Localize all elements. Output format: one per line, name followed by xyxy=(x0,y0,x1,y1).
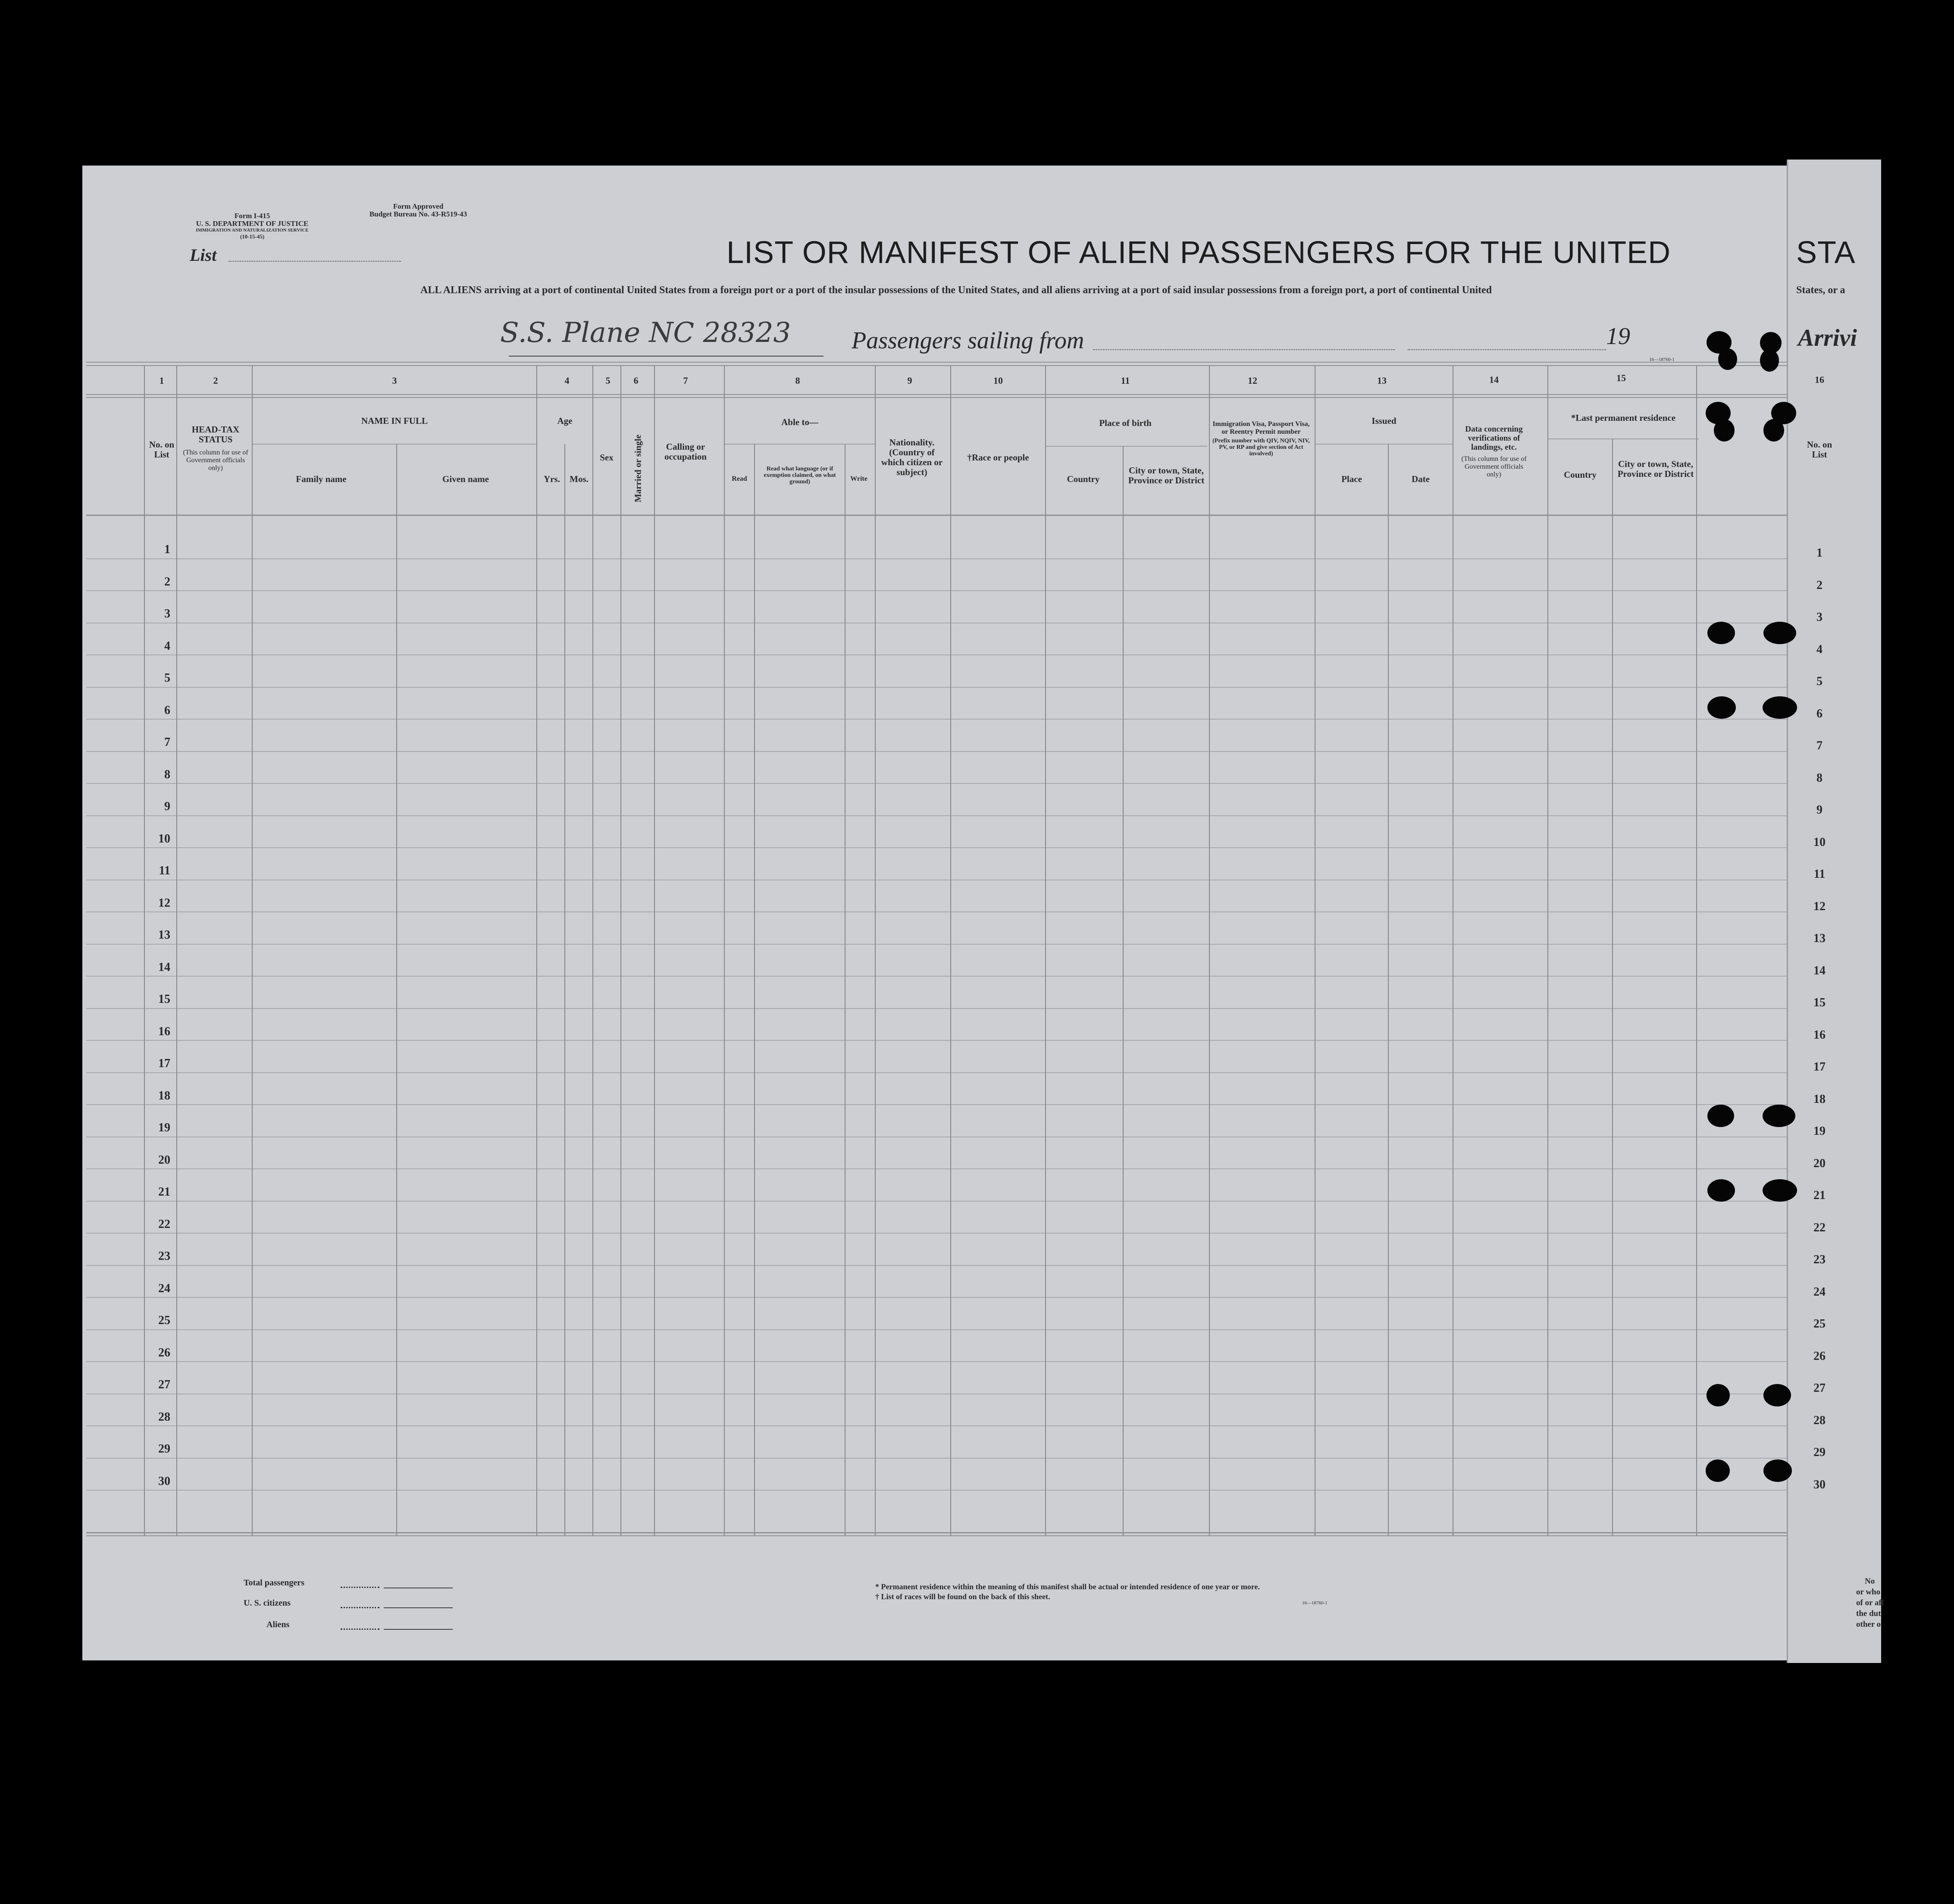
punch-hole xyxy=(1707,1384,1730,1406)
row-number: 27 xyxy=(158,1378,170,1391)
header-race: †Race or people xyxy=(967,452,1029,463)
row-number: 23 xyxy=(158,1250,170,1263)
row-number-right: 20 xyxy=(1813,1157,1826,1170)
leader-dots xyxy=(341,1587,379,1588)
vessel-name-handwritten: S.S. Plane NC 28323 xyxy=(500,317,791,349)
form-approval xyxy=(354,203,483,218)
header-no-on-list: No. on List xyxy=(149,439,175,460)
header-age-mos: Mos. xyxy=(570,474,589,484)
row-number-right: 14 xyxy=(1813,964,1826,977)
row-number-right: 2 xyxy=(1816,579,1822,592)
right-page-fragments xyxy=(1856,1576,1884,1630)
fragment: or who xyxy=(1856,1588,1881,1597)
row-number: 10 xyxy=(158,832,170,846)
col-num-7: 7 xyxy=(683,375,688,386)
punch-hole xyxy=(1763,1384,1791,1406)
page-subtitle: ALL ALIENS arriving at a port of continental United States from a foreign port or a port of the insular possessions of the United States, and all aliens arriving at a port of said insular possessions from a foreign port, a port of continental United xyxy=(420,285,1492,296)
aliens-line xyxy=(384,1629,453,1630)
punch-hole xyxy=(1763,1179,1797,1202)
fragment: No xyxy=(1865,1577,1875,1586)
department: U. S. DEPARTMENT OF JUSTICE xyxy=(196,219,309,228)
punch-hole xyxy=(1707,696,1736,719)
row-number-right: 18 xyxy=(1813,1093,1826,1106)
header-head-tax-note: (This column for use of Government officials only) xyxy=(183,449,248,472)
row-number-right: 19 xyxy=(1813,1124,1826,1138)
header-visa xyxy=(1212,420,1311,457)
col-num-3: 3 xyxy=(392,375,397,386)
punch-hole xyxy=(1707,1179,1735,1202)
row-number-right: 23 xyxy=(1813,1253,1826,1266)
form-number xyxy=(172,212,332,241)
header-age: Age xyxy=(557,416,573,426)
row-number-right: 17 xyxy=(1813,1060,1826,1074)
punch-hole xyxy=(1718,348,1737,370)
punch-hole xyxy=(1763,622,1796,644)
year-prefix: 19 xyxy=(1606,323,1630,350)
us-citizens-label: U. S. citizens xyxy=(244,1598,291,1608)
header-visa-note: (Prefix number with QIV, NQIV, NIV, PV, or RP and give section of Act involved) xyxy=(1212,438,1310,457)
row-number: 7 xyxy=(164,736,170,749)
row-number-right: 29 xyxy=(1813,1446,1826,1459)
header-given-name: Given name xyxy=(442,474,489,484)
row-number: 24 xyxy=(158,1282,170,1295)
header-issued-date: Date xyxy=(1412,474,1430,484)
col-num-6: 6 xyxy=(633,375,639,386)
header-head-tax-label: HEAD-TAX STATUS xyxy=(191,424,240,445)
row-number: 4 xyxy=(164,639,170,653)
row-number-right: 10 xyxy=(1813,836,1826,849)
row-number-right: 27 xyxy=(1813,1381,1826,1395)
col-num-11: 11 xyxy=(1121,375,1130,386)
punch-hole xyxy=(1763,1105,1795,1127)
row-number: 19 xyxy=(158,1121,170,1134)
row-number: 20 xyxy=(158,1153,170,1167)
row-number-right: 7 xyxy=(1816,739,1822,752)
col-num-8: 8 xyxy=(795,375,800,386)
header-calling: Calling or occupation xyxy=(664,442,707,462)
row-number-right: 22 xyxy=(1813,1221,1826,1234)
print-code: 16—18760-1 xyxy=(1302,1600,1328,1606)
note-races: † List of races will be found on the back of this sheet. xyxy=(875,1592,1050,1601)
header-birth-city: City or town, State, Province or District xyxy=(1128,465,1205,485)
punch-hole xyxy=(1763,696,1797,719)
row-number: 17 xyxy=(158,1057,170,1070)
total-passengers-label: Total passengers xyxy=(244,1578,304,1588)
punch-hole xyxy=(1763,419,1784,442)
header-write: Write xyxy=(850,475,867,482)
budget: Budget Bureau No. 43-R519-43 xyxy=(369,210,467,218)
row-number: 15 xyxy=(158,993,170,1006)
row-number-right: 13 xyxy=(1813,932,1826,945)
row-number: 12 xyxy=(158,896,170,910)
row-number-right: 24 xyxy=(1813,1285,1826,1299)
arriving-label: Arrivi xyxy=(1798,325,1857,351)
edition: (10-15-45) xyxy=(240,233,265,240)
fragment: the dut xyxy=(1856,1609,1881,1618)
header-last-residence: *Last permanent residence xyxy=(1571,413,1676,423)
row-number-right: 25 xyxy=(1813,1317,1826,1331)
col-num-2: 2 xyxy=(213,375,218,386)
header-sex: Sex xyxy=(600,452,614,463)
print-code-top: 16—18760-1 xyxy=(1649,357,1675,362)
col-num-5: 5 xyxy=(605,375,611,386)
header-read: Read xyxy=(732,475,747,482)
col-num-1: 1 xyxy=(159,375,164,386)
row-number: 28 xyxy=(158,1410,170,1424)
header-visa-label: Immigration Visa, Passport Visa, or Reentry Permit number xyxy=(1212,420,1310,435)
col-num-10: 10 xyxy=(993,375,1003,386)
row-number: 11 xyxy=(159,864,170,877)
vessel-line xyxy=(509,356,824,357)
row-number: 5 xyxy=(164,671,170,685)
fragment: other o xyxy=(1856,1620,1881,1629)
header-name-in-full: NAME IN FULL xyxy=(361,416,428,426)
page-title: LIST OR MANIFEST OF ALIEN PASSENGERS FOR THE UNITED xyxy=(726,235,1671,270)
header-head-tax xyxy=(181,425,250,472)
row-number: 26 xyxy=(158,1346,170,1359)
note-residence: * Permanent residence within the meaning of this manifest shall be actual or intended residence of one year or more. xyxy=(875,1582,1260,1591)
row-number: 22 xyxy=(158,1218,170,1231)
col-num-4: 4 xyxy=(564,375,570,386)
row-number: 29 xyxy=(158,1442,170,1456)
list-label: List xyxy=(190,245,217,265)
row-number-right: 30 xyxy=(1813,1478,1826,1491)
page-title-continued: STA xyxy=(1796,235,1856,270)
col-num-13: 13 xyxy=(1377,375,1387,386)
punch-hole xyxy=(1763,1459,1792,1482)
row-number: 6 xyxy=(164,704,170,717)
header-birth-country: Country xyxy=(1067,474,1100,484)
punch-hole xyxy=(1707,622,1735,644)
col-num-16: 16 xyxy=(1815,374,1824,385)
row-number-right: 4 xyxy=(1816,643,1822,656)
row-number: 21 xyxy=(158,1185,170,1199)
row-number: 8 xyxy=(164,768,170,781)
sailing-date-line xyxy=(1408,349,1606,350)
row-number: 13 xyxy=(158,928,170,942)
col-num-15: 15 xyxy=(1616,373,1626,383)
header-issued: Issued xyxy=(1372,416,1397,426)
leader-dots xyxy=(341,1607,379,1608)
header-verifications xyxy=(1457,425,1531,479)
row-number-right: 5 xyxy=(1816,675,1822,688)
punch-hole xyxy=(1707,1105,1734,1127)
header-verifications-label: Data concerning verifications of landings, etc. xyxy=(1465,425,1523,452)
row-number: 3 xyxy=(164,607,170,620)
header-verifications-note: (This column for use of Government officials only) xyxy=(1461,455,1527,478)
page-subtitle-continued: States, or a xyxy=(1796,285,1845,296)
list-line xyxy=(229,261,401,262)
header-read-language: Read what language (or if exemption claimed, on what ground) xyxy=(764,466,836,485)
punch-hole xyxy=(1714,419,1735,442)
row-number-right: 1 xyxy=(1816,546,1822,560)
row-number-right: 8 xyxy=(1816,771,1822,785)
form-no: Form I-415 xyxy=(234,212,270,220)
row-number: 14 xyxy=(158,961,170,974)
row-number: 2 xyxy=(164,575,170,589)
header-age-yrs: Yrs. xyxy=(544,474,560,484)
sailing-port-line xyxy=(1093,349,1395,350)
approval: Form Approved xyxy=(393,202,444,210)
row-number-right: 3 xyxy=(1816,611,1822,624)
row-number-right: 26 xyxy=(1813,1350,1826,1363)
row-number: 9 xyxy=(164,800,170,813)
col-num-9: 9 xyxy=(907,375,912,386)
header-place-of-birth: Place of birth xyxy=(1099,418,1152,428)
header-able-to: Able to— xyxy=(781,417,818,427)
col-num-14: 14 xyxy=(1489,374,1499,385)
leader-dots xyxy=(341,1628,379,1630)
service: IMMIGRATION AND NATURALIZATION SERVICE xyxy=(196,228,309,233)
header-no-on-list-right: No. on List xyxy=(1807,439,1832,460)
header-residence-city: City or town, State, Province or District xyxy=(1617,459,1694,479)
row-number: 16 xyxy=(158,1025,170,1038)
punch-hole xyxy=(1706,1459,1730,1482)
row-number-right: 9 xyxy=(1816,803,1822,817)
row-number: 1 xyxy=(164,543,170,556)
header-family-name: Family name xyxy=(296,474,347,484)
sailing-label: Passengers sailing from xyxy=(852,327,1084,354)
row-number-right: 11 xyxy=(1813,867,1826,881)
punch-hole xyxy=(1760,349,1779,372)
row-number-right: 15 xyxy=(1813,996,1826,1009)
row-number: 25 xyxy=(158,1314,170,1327)
fragment: of or aff xyxy=(1856,1598,1885,1607)
row-number-right: 12 xyxy=(1813,900,1826,913)
aliens-label: Aliens xyxy=(266,1620,290,1629)
header-nationality: Nationality. (Country of which citizen or subject) xyxy=(881,437,943,477)
row-number-right: 21 xyxy=(1813,1189,1826,1202)
us-citizens-line xyxy=(384,1607,453,1608)
row-number: 18 xyxy=(158,1089,170,1102)
row-number: 30 xyxy=(158,1475,170,1488)
col-num-12: 12 xyxy=(1248,375,1257,386)
row-number-right: 16 xyxy=(1813,1028,1826,1042)
row-number-right: 28 xyxy=(1813,1414,1826,1427)
header-issued-place: Place xyxy=(1341,474,1362,484)
header-married: Married or single xyxy=(633,434,643,503)
row-number-right: 6 xyxy=(1816,707,1822,720)
header-residence-country: Country xyxy=(1564,470,1597,480)
